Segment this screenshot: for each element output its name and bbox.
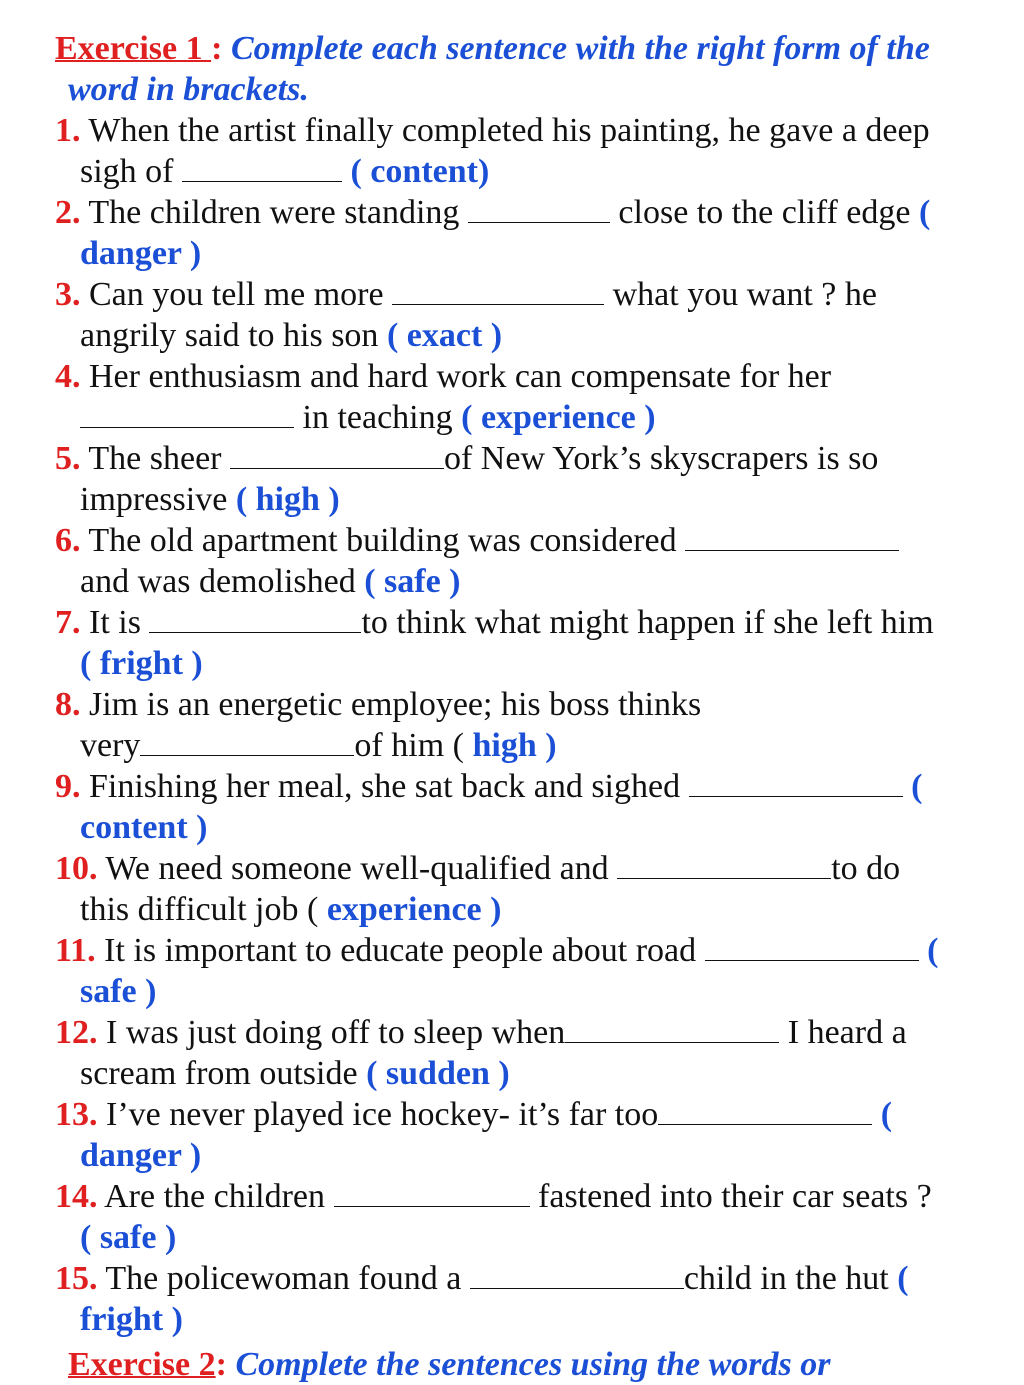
word-hint: ( exact ) bbox=[386, 317, 503, 354]
item-text: child in the hut bbox=[683, 1260, 898, 1297]
item-text: When the artist finally completed his painting, he gave a deep bbox=[80, 112, 930, 149]
exercise-2-heading bbox=[68, 1344, 831, 1385]
item-5-line-1 bbox=[55, 438, 878, 479]
answer-blank[interactable] bbox=[80, 397, 294, 428]
word-hint: ( safe ) bbox=[80, 1219, 177, 1256]
answer-blank[interactable] bbox=[705, 930, 919, 961]
item-text: Her enthusiasm and hard work can compensate for her bbox=[80, 358, 832, 395]
answer-blank[interactable] bbox=[149, 602, 361, 633]
item-text: Are the children bbox=[97, 1178, 334, 1215]
answer-blank[interactable] bbox=[392, 274, 604, 305]
item-text: in teaching bbox=[294, 399, 462, 436]
item-number: 13. bbox=[55, 1096, 98, 1133]
item-number: 10. bbox=[55, 850, 98, 887]
item-text: and was demolished bbox=[80, 563, 365, 600]
exercise-1-instruction: Complete each sentence with the right form of the bbox=[222, 30, 930, 67]
item-text: We need someone well-qualified and bbox=[97, 850, 618, 887]
item-11-line-2 bbox=[80, 971, 156, 1012]
word-hint: ( safe ) bbox=[364, 563, 461, 600]
item-text: what you want ? he bbox=[604, 276, 877, 313]
item-3-line-2 bbox=[80, 315, 502, 356]
exercise-1-heading-cont bbox=[68, 69, 309, 110]
exercise-2-heading-clip bbox=[0, 1344, 1024, 1383]
item-number: 12. bbox=[55, 1014, 98, 1051]
item-text: I heard a bbox=[779, 1014, 907, 1051]
item-2-line-1 bbox=[55, 192, 930, 233]
word-hint: danger ) bbox=[80, 1137, 202, 1174]
word-hint: ( content) bbox=[350, 153, 490, 190]
item-text: to do bbox=[831, 850, 901, 887]
word-hint: ( experience ) bbox=[461, 399, 656, 436]
item-number: 1. bbox=[55, 112, 81, 149]
item-13-line-2 bbox=[80, 1135, 201, 1176]
item-text: scream from outside bbox=[80, 1055, 367, 1092]
item-14-line-2 bbox=[80, 1217, 176, 1258]
item-3-line-1 bbox=[55, 274, 877, 315]
item-7-line-1 bbox=[55, 602, 934, 643]
item-8-line-2 bbox=[80, 725, 557, 766]
item-number: 2. bbox=[55, 194, 81, 231]
answer-blank[interactable] bbox=[468, 192, 610, 223]
item-text: The children were standing bbox=[80, 194, 468, 231]
item-text: The old apartment building was considered bbox=[80, 522, 686, 559]
item-10-line-2 bbox=[80, 889, 501, 930]
item-1-line-1 bbox=[55, 110, 930, 151]
item-12-line-1 bbox=[55, 1012, 907, 1053]
item-text: of New York’s skyscrapers is so bbox=[443, 440, 879, 477]
item-text: It is bbox=[80, 604, 150, 641]
item-number: 11. bbox=[55, 932, 96, 969]
word-hint: ( bbox=[880, 1096, 893, 1133]
item-text: this difficult job ( bbox=[80, 891, 327, 928]
item-number: 6. bbox=[55, 522, 81, 559]
item-14-line-1 bbox=[55, 1176, 932, 1217]
item-text: I was just doing off to sleep when bbox=[97, 1014, 566, 1051]
item-text: close to the cliff edge bbox=[609, 194, 919, 231]
item-2-line-2 bbox=[80, 233, 201, 274]
answer-blank[interactable] bbox=[617, 848, 831, 879]
word-hint: safe ) bbox=[80, 973, 157, 1010]
item-text: It is important to educate people about road bbox=[95, 932, 705, 969]
item-number: 8. bbox=[55, 686, 81, 723]
item-number: 5. bbox=[55, 440, 81, 477]
item-number: 4. bbox=[55, 358, 81, 395]
answer-blank[interactable] bbox=[334, 1176, 530, 1207]
item-6-line-2 bbox=[80, 561, 461, 602]
item-5-line-2 bbox=[80, 479, 340, 520]
item-4-line-1 bbox=[55, 356, 831, 397]
word-hint: ( sudden ) bbox=[366, 1055, 510, 1092]
item-15-line-1 bbox=[55, 1258, 909, 1299]
item-text: sigh of bbox=[80, 153, 182, 190]
item-6-line-1 bbox=[55, 520, 899, 561]
item-text: to think what might happen if she left him bbox=[361, 604, 934, 641]
word-hint: high ) bbox=[472, 727, 557, 764]
item-text: The sheer bbox=[80, 440, 230, 477]
answer-blank[interactable] bbox=[658, 1094, 872, 1125]
item-number: 9. bbox=[55, 768, 81, 805]
word-hint: ( bbox=[911, 768, 923, 805]
item-text: Can you tell me more bbox=[80, 276, 393, 313]
word-hint: ( bbox=[897, 1260, 909, 1297]
item-text: I’ve never played ice hockey- it’s far too bbox=[97, 1096, 659, 1133]
word-hint: ( bbox=[927, 932, 939, 969]
answer-blank[interactable] bbox=[470, 1258, 684, 1289]
item-11-line-1 bbox=[55, 930, 938, 971]
word-hint: ( fright ) bbox=[80, 645, 203, 682]
item-text: Finishing her meal, she sat back and sighed bbox=[80, 768, 689, 805]
answer-blank[interactable] bbox=[182, 151, 342, 182]
item-9-line-1 bbox=[55, 766, 922, 807]
item-8-line-1 bbox=[55, 684, 701, 725]
word-hint: ( high ) bbox=[235, 481, 340, 518]
word-hint: experience ) bbox=[326, 891, 502, 928]
exercise-1-heading bbox=[55, 28, 930, 69]
item-number: 15. bbox=[55, 1260, 98, 1297]
answer-blank[interactable] bbox=[685, 520, 899, 551]
answer-blank[interactable] bbox=[230, 438, 444, 469]
item-text: impressive bbox=[80, 481, 236, 518]
word-hint: ( bbox=[918, 194, 931, 231]
item-text: angrily said to his son bbox=[80, 317, 387, 354]
item-12-line-2 bbox=[80, 1053, 510, 1094]
answer-blank[interactable] bbox=[140, 725, 354, 756]
item-number: 14. bbox=[55, 1178, 98, 1215]
exercise-2-label: Exercise 2 bbox=[68, 1346, 216, 1383]
word-hint: fright ) bbox=[80, 1301, 183, 1338]
item-9-line-2 bbox=[80, 807, 207, 848]
item-text: fastened into their car seats ? bbox=[529, 1178, 932, 1215]
word-hint: danger ) bbox=[80, 235, 202, 272]
answer-blank[interactable] bbox=[565, 1012, 779, 1043]
item-15-line-2 bbox=[80, 1299, 183, 1340]
item-text: of him ( bbox=[354, 727, 473, 764]
item-text: very bbox=[80, 727, 141, 764]
exercise-2-colon: : bbox=[215, 1346, 227, 1383]
answer-blank[interactable] bbox=[689, 766, 903, 797]
word-hint: content ) bbox=[80, 809, 208, 846]
item-1-line-2 bbox=[80, 151, 489, 192]
item-number: 7. bbox=[55, 604, 81, 641]
item-number: 3. bbox=[55, 276, 81, 313]
exercise-1-colon: : bbox=[211, 30, 223, 67]
exercise-1-instruction-cont: word in brackets. bbox=[68, 71, 309, 108]
item-13-line-1 bbox=[55, 1094, 892, 1135]
item-4-line-2 bbox=[80, 397, 656, 438]
item-text: The policewoman found a bbox=[97, 1260, 470, 1297]
item-10-line-1 bbox=[55, 848, 900, 889]
item-text: Jim is an energetic employee; his boss thinks bbox=[80, 686, 702, 723]
exercise-2-instruction: Complete the sentences using the words or bbox=[226, 1346, 831, 1383]
item-7-line-2 bbox=[80, 643, 203, 684]
exercise-1-label: Exercise 1 bbox=[55, 30, 212, 67]
